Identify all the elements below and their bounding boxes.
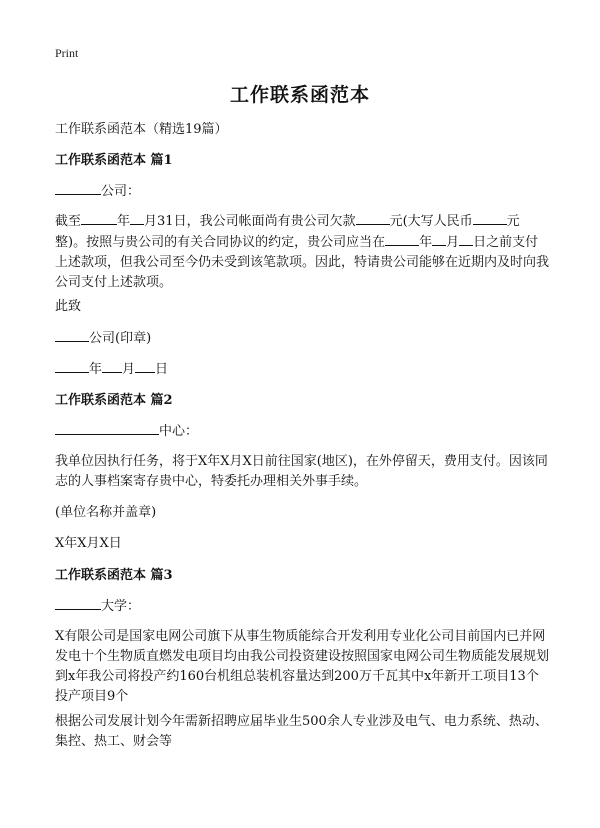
- blank-field: [55, 181, 101, 195]
- section-2-date: X年X月X日: [55, 536, 122, 551]
- section-2-body: 我单位因执行任务，将于X年X月X日前往国家(地区)，在外停留天，费用支付。因该同志的人事档案寄存贵中心，特委托办理相关外事手续。: [55, 454, 548, 489]
- blank-field: [432, 232, 446, 246]
- section-3-heading: 工作联系函范本 篇3: [55, 568, 173, 583]
- section-2-signature: (单位名称并盖章): [55, 505, 157, 520]
- section-3-body: X有限公司是国家电网公司旗下从事生物质能综合开发利用专业化公司目前国内已并网发电十个生物质直燃发电项目均由我公司投资建设按照国家电网公司生物质能发展规划到x年我公司将投产约160台机组总装机容量达到200万千瓦其中x年新开工项目13个投产项目9个: [55, 629, 550, 704]
- section-2-salutation: 中心：: [55, 421, 550, 442]
- blank-field: [55, 359, 89, 373]
- section-1-body: 截至 年 月31日，我公司帐面尚有贵公司欠款 元(大写人民币 元整)。按照与贵公司的有关合同协议的约定，贵公司应当在 年 月 日之前支付上述款项，但我公司至今仍未受到该笔款项。因此，特请贵公司能够在近期内及时向我公司支付上述款项。: [55, 211, 550, 293]
- section-1-date: 年 月 日: [55, 359, 550, 380]
- section-1-salutation: 公司：: [55, 181, 550, 202]
- document-subtitle: 工作联系函范本（精选19篇）: [55, 122, 228, 137]
- blank-field: [356, 211, 390, 225]
- blank-field: [102, 359, 122, 373]
- blank-field: [385, 232, 419, 246]
- blank-field: [473, 211, 507, 225]
- section-1-signature: 公司(印章): [55, 328, 550, 349]
- document-title: 工作联系函范本: [229, 84, 370, 106]
- blank-field: [130, 211, 144, 225]
- blank-field: [135, 359, 155, 373]
- section-2-heading: 工作联系函范本 篇2: [55, 393, 173, 408]
- blank-field: [81, 211, 117, 225]
- section-1-closing: 此致: [55, 299, 82, 314]
- section-3-body-2: 根据公司发展计划今年需新招聘应届毕业生500余人专业涉及电气、电力系统、热动、集控、热工、财会等: [55, 714, 548, 749]
- blank-field: [55, 596, 101, 610]
- blank-field: [55, 328, 89, 342]
- section-1-heading: 工作联系函范本 篇1: [55, 153, 173, 168]
- blank-field: [459, 232, 473, 246]
- print-link[interactable]: Print: [55, 46, 79, 60]
- blank-field: [55, 421, 159, 435]
- section-3-salutation: 大学：: [55, 596, 550, 617]
